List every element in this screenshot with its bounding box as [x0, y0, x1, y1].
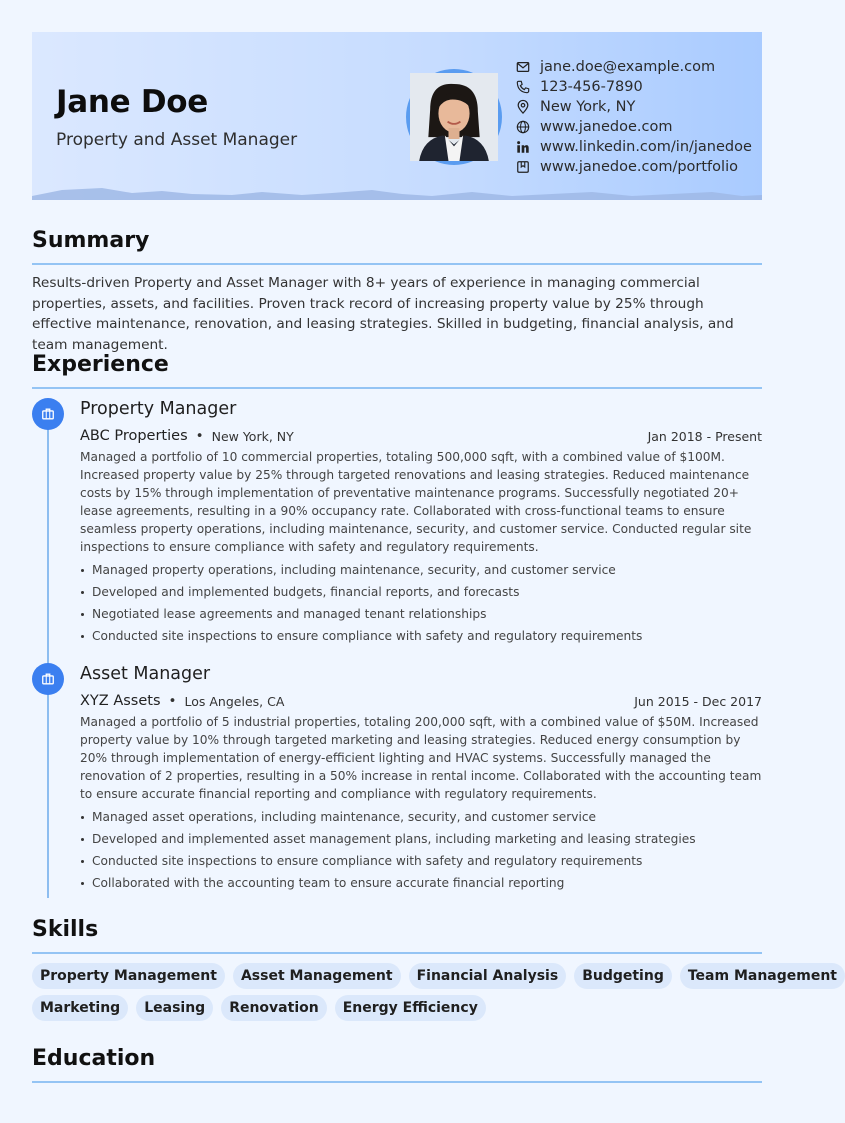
header-wave-decoration: [32, 184, 762, 200]
experience-heading: Experience: [32, 352, 169, 377]
skill-tag: Property Management: [32, 963, 225, 989]
meta-separator: •: [195, 428, 204, 444]
linkedin-icon: [516, 139, 540, 155]
skill-tag: Financial Analysis: [409, 963, 567, 989]
education-heading: Education: [32, 1046, 156, 1071]
job-bullet: Collaborated with the accounting team to ensure accurate financial reporting: [80, 872, 765, 894]
job-dates: Jun 2015 - Dec 2017: [634, 693, 762, 709]
job-company: ABC Properties: [80, 428, 188, 444]
contact-email[interactable]: [516, 57, 752, 77]
job-entry: [80, 664, 765, 894]
job-bullet: Managed property operations, including maintenance, security, and customer service: [80, 559, 765, 581]
job-dates: Jan 2018 - Present: [647, 428, 762, 444]
summary-divider: [32, 263, 762, 265]
job-bullet: Conducted site inspections to ensure compliance with safety and regulatory requirements: [80, 625, 765, 647]
contact-portfolio[interactable]: [516, 157, 752, 177]
skill-tag: Leasing: [136, 995, 213, 1021]
skills-list: [32, 963, 837, 1027]
job-bullets: [80, 559, 765, 647]
job-bullet: Managed asset operations, including maintenance, security, and customer service: [80, 806, 765, 828]
summary-text: Results-driven Property and Asset Manager with 8+ years of experience in managing commercial properties, assets, and facilities. Proven track record of increasing property value by 25% through effective maintenance, renovation, and leasing strategies. Skilled in budgeting, financial analysis, and team management.: [32, 275, 734, 353]
profile-photo-illustration: [410, 73, 498, 161]
skills-heading: Skills: [32, 917, 99, 942]
experience-divider: [32, 387, 762, 389]
candidate-title: Property and Asset Manager: [56, 130, 298, 150]
contact-location-text: New York, NY: [540, 99, 636, 115]
contact-phone-text: 123-456-7890: [540, 79, 643, 95]
briefcase-icon: [32, 663, 64, 695]
email-icon: [516, 59, 540, 75]
education-divider: [32, 1081, 762, 1083]
job-meta: [80, 689, 765, 713]
skill-tag: Renovation: [221, 995, 327, 1021]
experience-timeline: [47, 412, 49, 898]
profile-photo: [406, 69, 502, 165]
job-bullet: Negotiated lease agreements and managed tenant relationships: [80, 603, 765, 625]
job-bullet: Developed and implemented asset management plans, including marketing and leasing strategies: [80, 828, 765, 850]
contact-portfolio-text: www.janedoe.com/portfolio: [540, 159, 738, 175]
job-bullet: Developed and implemented budgets, financial reports, and forecasts: [80, 581, 765, 603]
job-bullet: Conducted site inspections to ensure compliance with safety and regulatory requirements: [80, 850, 765, 872]
job-company: XYZ Assets: [80, 693, 161, 709]
skill-tag: Team Management: [680, 963, 845, 989]
skill-tag: Energy Efficiency: [335, 995, 486, 1021]
skill-tag: Marketing: [32, 995, 128, 1021]
contact-email-text: jane.doe@example.com: [540, 59, 716, 75]
contact-list: [516, 57, 752, 177]
location-pin-icon: [516, 99, 540, 115]
job-location: New York, NY: [211, 428, 294, 444]
resume-header: [32, 32, 762, 200]
job-description: Managed a portfolio of 5 industrial properties, totaling 200,000 sqft, with a combined value of $50M. Increased property value by 10% through targeted marketing and leasing strategies. Reduced energy consumption by 20% through implementation of energy-efficient lighting and HVAC systems. Successfully managed the renovation of 2 properties, resulting in a 50% increase in rental income. Collaborated with the accounting team to ensure accurate financial reporting and compliance with regulatory requirements.: [80, 715, 762, 801]
skill-tag: Budgeting: [574, 963, 672, 989]
summary-heading: Summary: [32, 228, 150, 253]
job-role: Property Manager: [80, 399, 237, 419]
contact-website-text: www.janedoe.com: [540, 119, 673, 135]
job-entry: [80, 399, 765, 647]
job-meta: [80, 424, 765, 448]
candidate-name: Jane Doe: [56, 84, 208, 120]
skills-row: [32, 995, 767, 1021]
phone-icon: [516, 79, 540, 95]
briefcase-icon: [32, 398, 64, 430]
skill-tag: Asset Management: [233, 963, 401, 989]
skills-row: [32, 963, 837, 989]
job-description: Managed a portfolio of 10 commercial properties, totaling 500,000 sqft, with a combined value of $100M. Increased property value by 25% through targeted renovations and leasing strategies. Reduced maintenance costs by 15% through implementation of preventative maintenance programs. Successfully negotiated 20+ lease agreements, resulting in a 90% occupancy rate. Collaborated with cross-functional teams to ensure seamless property operations, including maintenance, security, and customer service. Conducted regular site inspections to ensure compliance with safety and regulatory requirements.: [80, 450, 752, 554]
job-bullets: [80, 806, 765, 894]
portfolio-icon: [516, 159, 540, 175]
skills-divider: [32, 952, 762, 954]
job-location: Los Angeles, CA: [184, 693, 285, 709]
contact-phone[interactable]: [516, 77, 752, 97]
job-role: Asset Manager: [80, 664, 211, 684]
contact-location: [516, 97, 752, 117]
contact-linkedin[interactable]: [516, 137, 752, 157]
contact-linkedin-text: www.linkedin.com/in/janedoe: [540, 139, 752, 155]
meta-separator: •: [168, 693, 177, 709]
contact-website[interactable]: [516, 117, 752, 137]
globe-icon: [516, 119, 540, 135]
